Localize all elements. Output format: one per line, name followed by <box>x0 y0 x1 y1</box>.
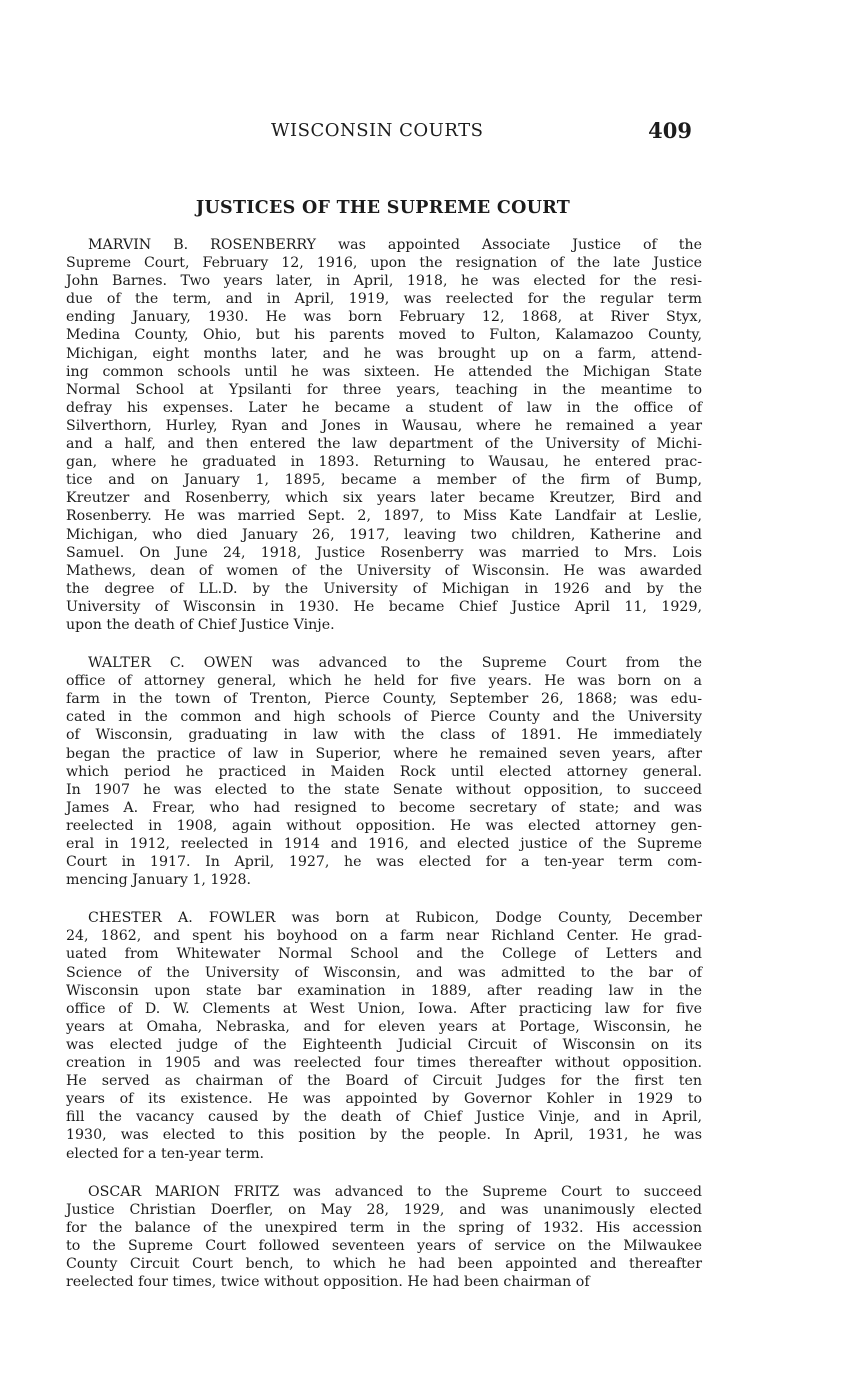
text-line: fill the vacancy caused by the death of Chief Justice Vinje, and in April, <box>66 1109 702 1126</box>
text-line: Court in 1917. In April, 1927, he was elected for a ten-year term com- <box>66 854 702 871</box>
text-line: John Barnes. Two years later, in April, 1918, he was elected for the resi- <box>66 273 702 290</box>
text-line: defray his expenses. Later he became a student of law in the office of <box>66 399 702 416</box>
text-line: ending January, 1930. He was born February 12, 1868, at River Styx, <box>66 309 702 326</box>
text-line: County Circuit Court bench, to which he had been appointed and thereafter <box>66 1255 702 1272</box>
text-line: mencing January 1, 1928. <box>66 872 252 889</box>
text-line: Justice Christian Doerfler, on May 28, 1929, and was unanimously elected <box>66 1201 702 1218</box>
text-line: 24, 1862, and spent his boyhood on a farm near Richland Center. He grad- <box>66 928 702 945</box>
paragraph-rosenberry <box>66 236 702 634</box>
text-line: the degree of LL.D. by the University of Michigan in 1926 and by the <box>66 580 702 597</box>
text-line: creation in 1905 and was reelected four times thereafter without opposition. <box>66 1055 702 1072</box>
text-line: years of its existence. He was appointed by Governor Kohler in 1929 to <box>66 1091 702 1108</box>
text-line: tice and on January 1, 1895, became a member of the firm of Bump, <box>66 472 702 489</box>
text-line: In 1907 he was elected to the state Senate without opposition, to succeed <box>66 781 702 798</box>
text-line: Wisconsin upon state bar examination in 1889, after reading law in the <box>66 982 702 999</box>
text-line: WALTER C. OWEN was advanced to the Supreme Court from the <box>88 655 702 672</box>
text-line: OSCAR MARION FRITZ was advanced to the Supreme Court to succeed <box>88 1183 702 1200</box>
text-line: reelected in 1908, again without opposition. He was elected attorney gen- <box>66 817 702 834</box>
text-line: of Wisconsin, graduating in law with the class of 1891. He immediately <box>66 727 702 744</box>
text-line: Michigan, who died January 26, 1917, leaving two children, Katherine and <box>66 526 702 543</box>
text-line: due of the term, and in April, 1919, was reelected for the regular term <box>66 291 702 308</box>
text-line: reelected four times, twice without opposition. He had been chairman of <box>66 1274 590 1291</box>
page-number: 409 <box>648 118 692 143</box>
section-title: JUSTICES OF THE SUPREME COURT <box>195 198 571 218</box>
paragraph-owen <box>66 654 702 889</box>
text-line: CHESTER A. FOWLER was born at Rubicon, Dodge County, December <box>88 910 702 927</box>
text-line: Medina County, Ohio, but his parents moved to Fulton, Kalamazoo County, <box>66 327 702 344</box>
text-line: ing common schools until he was sixteen. He attended the Michigan State <box>66 363 702 380</box>
text-line: MARVIN B. ROSENBERRY was appointed Associate Justice of the <box>88 237 702 253</box>
running-head <box>66 120 700 144</box>
body-text <box>66 236 702 1311</box>
text-line: began the practice of law in Superior, where he remained seven years, after <box>66 745 702 762</box>
text-line: uated from Whitewater Normal School and the College of Letters and <box>66 946 702 963</box>
text-line: Samuel. On June 24, 1918, Justice Rosenberry was married to Mrs. Lois <box>66 544 702 561</box>
text-line: cated in the common and high schools of Pierce County and the University <box>66 709 702 726</box>
text-line: Mathews, dean of women of the University of Wisconsin. He was awarded <box>66 562 702 579</box>
text-line: Michigan, eight months later, and he was brought up on a farm, attend- <box>66 345 702 362</box>
paragraph-fowler <box>66 909 702 1162</box>
text-line: years at Omaha, Nebraska, and for eleven years at Portage, Wisconsin, he <box>66 1018 702 1035</box>
text-line: Kreutzer and Rosenberry, which six years later became Kreutzer, Bird and <box>66 490 702 507</box>
text-line: Normal School at Ypsilanti for three years, teaching in the meantime to <box>66 381 702 398</box>
text-line: Rosenberry. He was married Sept. 2, 1897, to Miss Kate Landfair at Leslie, <box>66 508 702 525</box>
text-line: farm in the town of Trenton, Pierce County, September 26, 1868; was edu- <box>66 691 702 708</box>
text-line: He served as chairman of the Board of Circuit Judges for the first ten <box>66 1073 702 1090</box>
text-line: office of attorney general, which he held for five years. He was born on a <box>66 673 702 690</box>
text-line: Science of the University of Wisconsin, and was admitted to the bar of <box>66 964 702 981</box>
text-line: to the Supreme Court followed seventeen years of service on the Milwaukee <box>66 1237 702 1254</box>
text-line: and a half, and then entered the law department of the University of Michi- <box>66 436 702 453</box>
text-line: James A. Frear, who had resigned to become secretary of state; and was <box>66 799 702 816</box>
text-line: office of D. W. Clements at West Union, Iowa. After practicing law for five <box>66 1000 702 1017</box>
text-line: Supreme Court, February 12, 1916, upon the resignation of the late Justice <box>66 255 702 272</box>
text-line: elected for a ten-year term. <box>66 1145 265 1162</box>
paragraph-fritz <box>66 1183 702 1292</box>
running-title: WISCONSIN COURTS <box>271 120 484 141</box>
text-line: which period he practiced in Maiden Rock until elected attorney general. <box>66 763 702 780</box>
text-line: was elected judge of the Eighteenth Judicial Circuit of Wisconsin on its <box>66 1036 702 1053</box>
text-line: eral in 1912, reelected in 1914 and 1916, and elected justice of the Supreme <box>66 836 702 852</box>
text-line: gan, where he graduated in 1893. Returning to Wausau, he entered prac- <box>66 454 702 471</box>
text-line: for the balance of the unexpired term in the spring of 1932. His accession <box>66 1219 702 1236</box>
text-line: 1930, was elected to this position by the people. In April, 1931, he was <box>66 1127 702 1144</box>
text-line: upon the death of Chief Justice Vinje. <box>66 616 335 633</box>
text-line: Silverthorn, Hurley, Ryan and Jones in Wausau, where he remained a year <box>66 417 702 434</box>
text-line: University of Wisconsin in 1930. He became Chief Justice April 11, 1929, <box>66 598 702 615</box>
